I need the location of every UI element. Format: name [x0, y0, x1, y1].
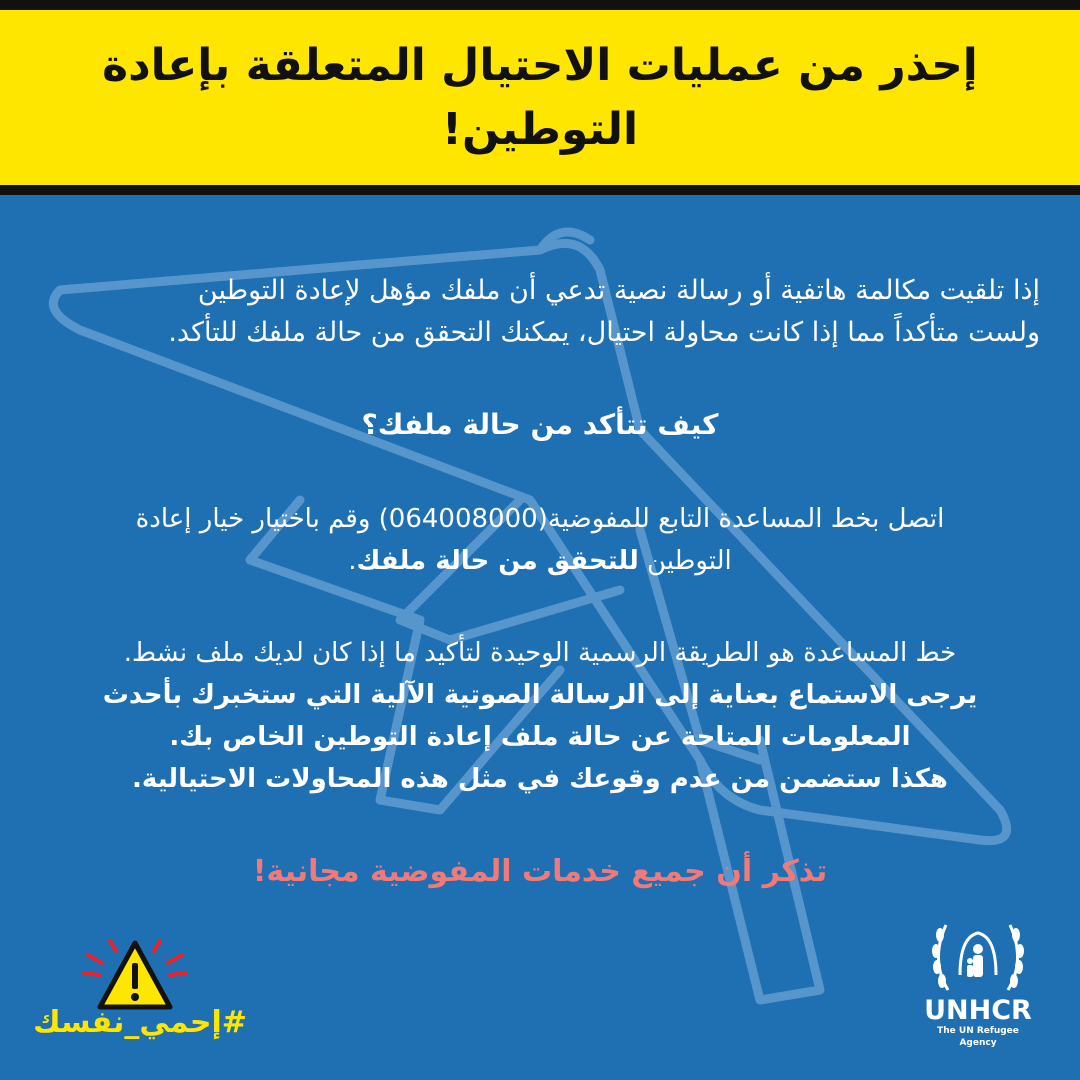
intro-paragraph: [30, 270, 1050, 354]
logo-tagline: The UN Refugee Agency: [937, 1026, 1019, 1048]
info-paragraph: [30, 632, 1050, 800]
question-heading: كيف تتأكد من حالة ملفك؟: [361, 408, 719, 441]
title-line-1: إحذر من عمليات الاحتيال المتعلقة بإعادة: [102, 39, 978, 91]
info-line-1: خط المساعدة هو الطريقة الرسمية الوحيدة لتأكيد ما إذا كان لديك ملف نشط.: [123, 638, 957, 668]
hashtag: #إحمي_نفسك: [33, 1005, 247, 1040]
info-line-2: يرجى الاستماع بعناية إلى الرسالة الصوتية الآلية التي ستخبرك بأحدث: [102, 680, 978, 710]
logo-name: UNHCR: [924, 995, 1032, 1026]
reminder-text: تذكر أن جميع خدمات المفوضية مجانية!: [252, 854, 828, 889]
info-line-4: هكذا ستضمن من عدم وقوعك في مثل هذه المحاولات الاحتيالية.: [132, 764, 948, 794]
intro-line-1: إذا تلقيت مكالمة هاتفية أو رسالة نصية تدعي أن ملفك مؤهل لإعادة التوطين: [197, 275, 1040, 306]
instruction-line-2-plain: التوطين: [638, 546, 732, 576]
instruction-line-2-end: .: [348, 546, 357, 576]
instruction-line-2-bold: للتحقق من حالة ملفك: [356, 546, 639, 576]
page-title: [60, 34, 1020, 162]
title-banner: [0, 0, 1080, 195]
unhcr-emblem-icon: [928, 915, 1028, 995]
intro-line-2: ولست متأكداً مما إذا كانت محاولة احتيال، يمكنك التحقق من حالة ملفك للتأكد.: [168, 317, 1040, 348]
unhcr-logo: [918, 915, 1038, 1048]
warning-triangle-icon: [80, 935, 190, 1015]
instruction-line-1: اتصل بخط المساعدة التابع للمفوضية(064008000) وقم باختيار خيار إعادة: [135, 504, 945, 534]
content: [30, 270, 1050, 894]
title-line-2: التوطين!: [441, 103, 639, 155]
instruction-paragraph: [30, 498, 1050, 582]
info-line-3: المعلومات المتاحة عن حالة ملف إعادة التوطين الخاص بك.: [169, 722, 911, 752]
